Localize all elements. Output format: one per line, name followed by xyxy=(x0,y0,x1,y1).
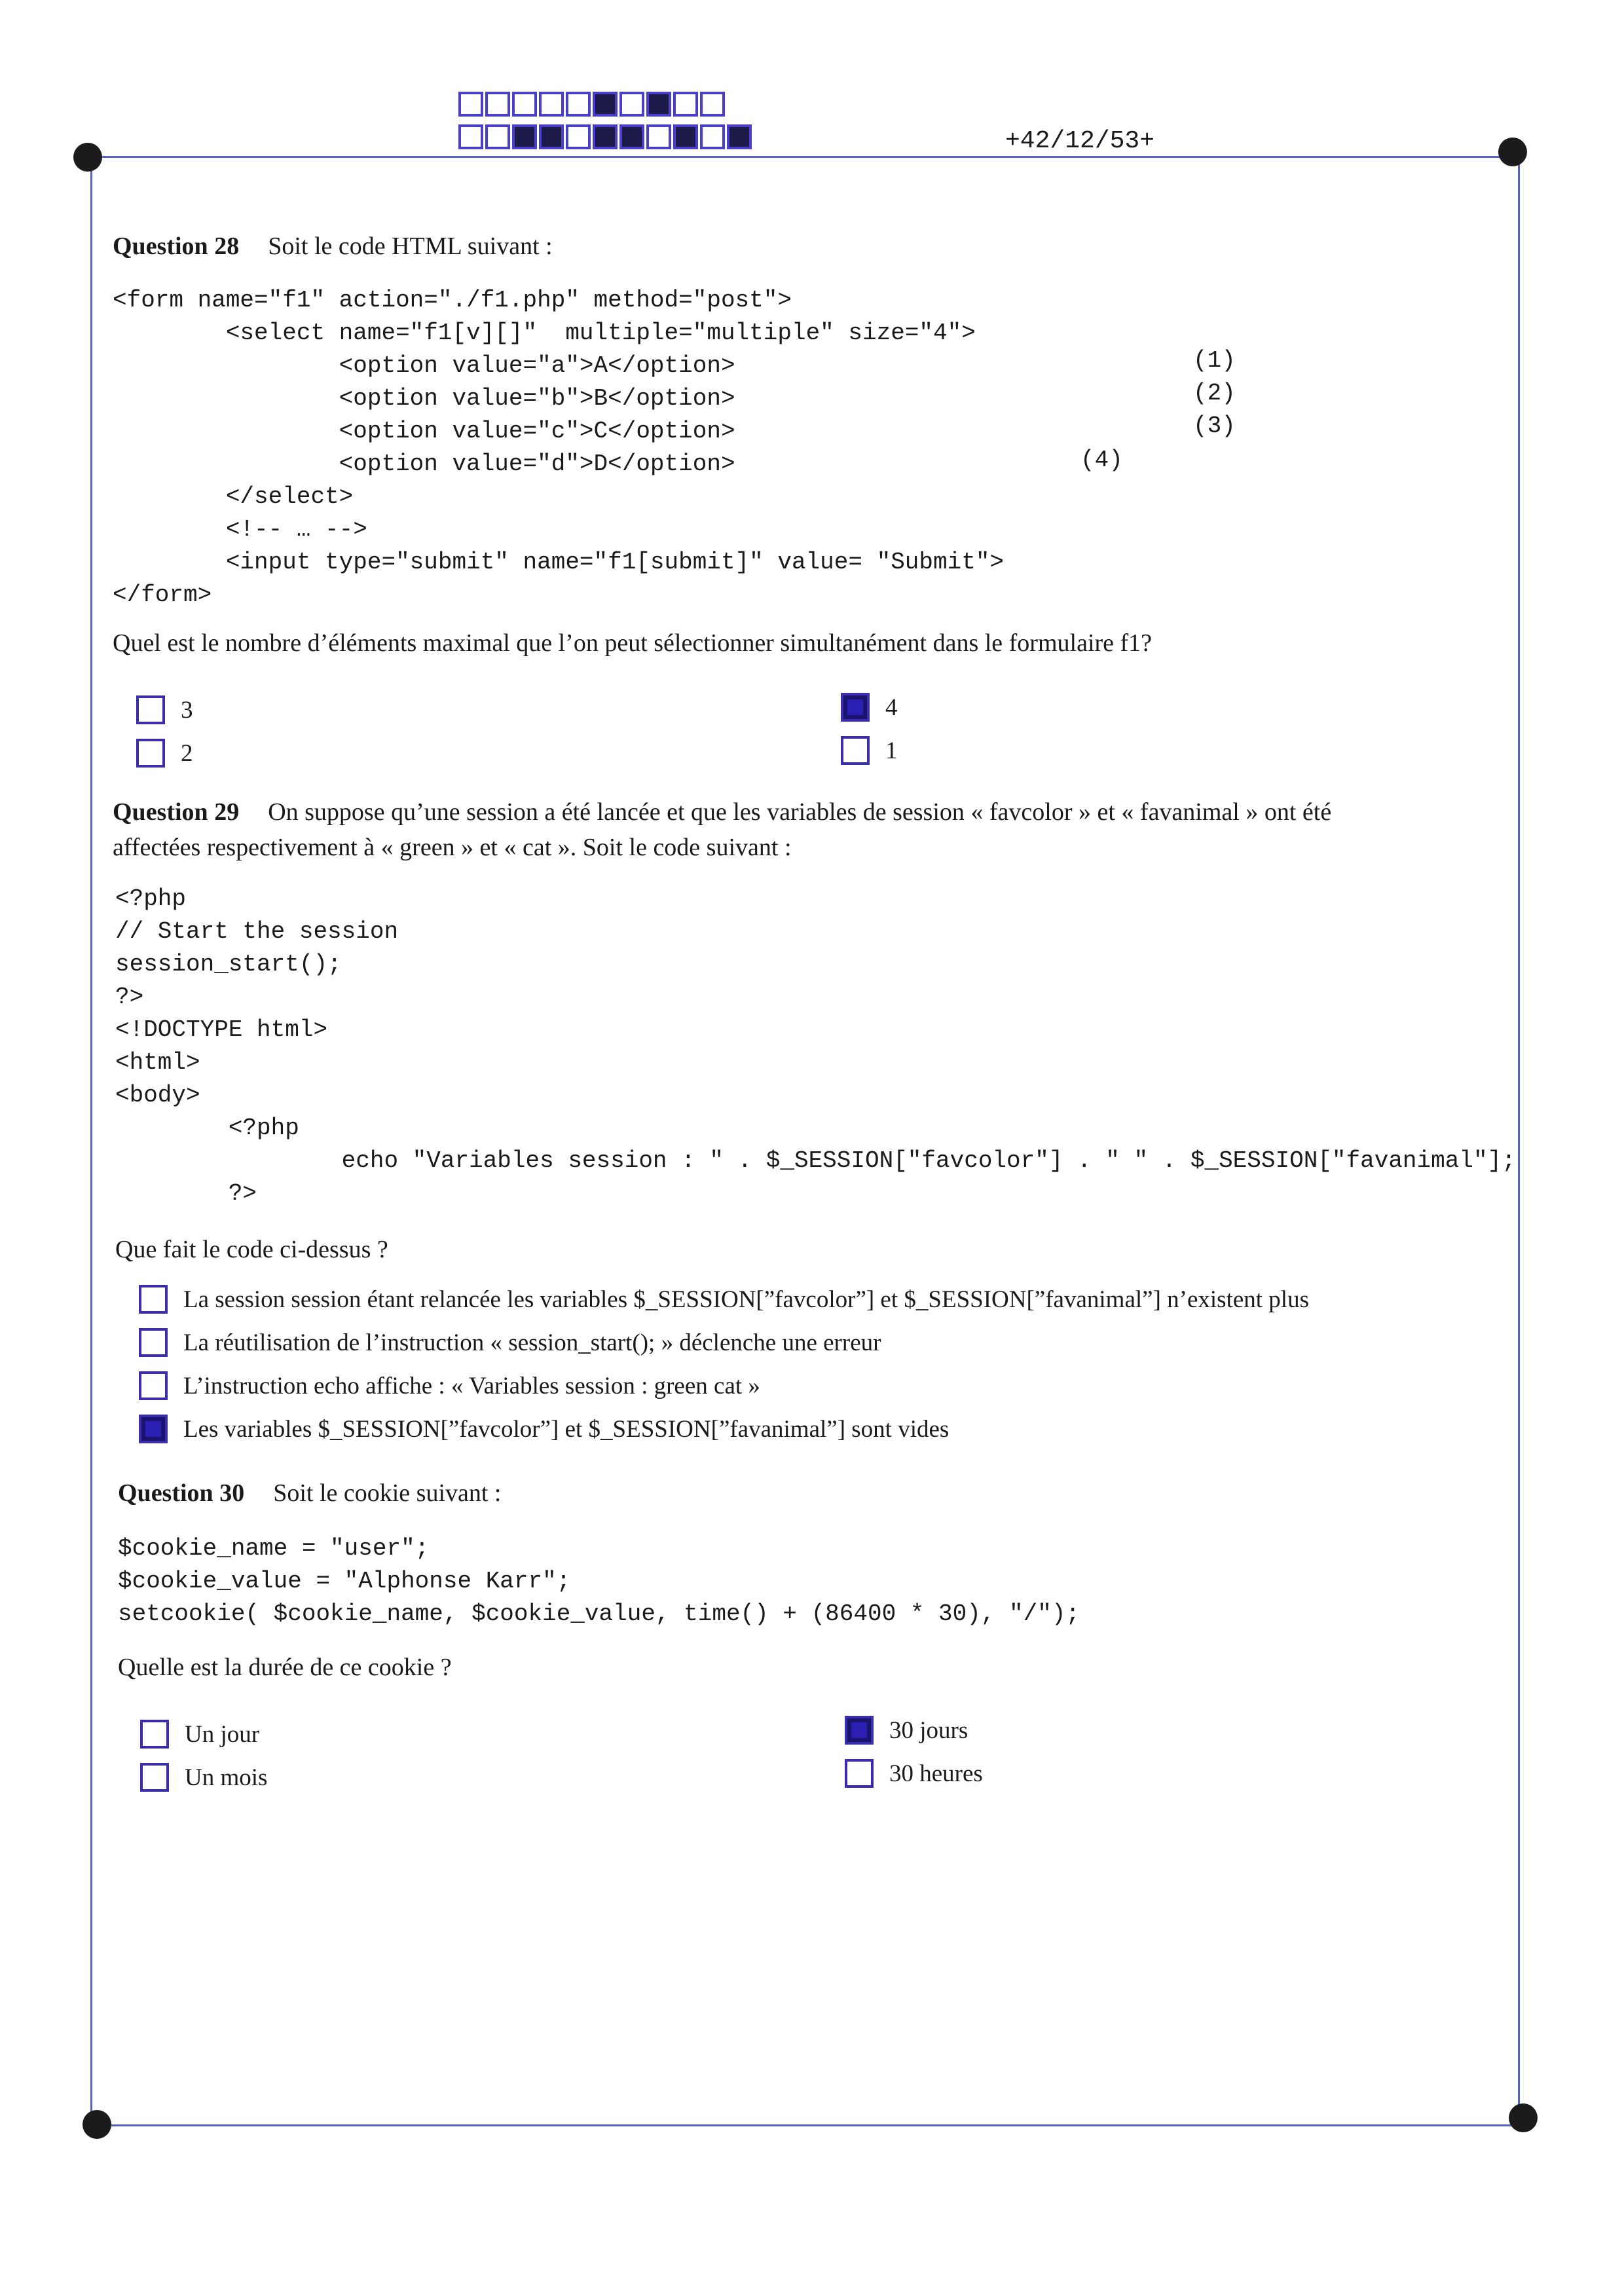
checkbox[interactable] xyxy=(136,739,165,768)
question-29-label: Question 29 xyxy=(113,798,240,826)
q28-code-line: </select> xyxy=(113,483,354,510)
q29-option-4[interactable]: Les variables $_SESSION[”favcolor”] et $_SESSION[”favanimal”] sont vides xyxy=(139,1415,949,1443)
barcode-cell xyxy=(566,124,591,149)
q29-code-line: <!DOCTYPE html> xyxy=(115,1016,328,1043)
barcode-row-2 xyxy=(458,124,754,149)
checkbox[interactable] xyxy=(845,1759,874,1788)
q30-code-line: setcookie( $cookie_name, $cookie_value, time() + (86400 * 30), "/"); xyxy=(118,1601,1080,1627)
q29-code-line: ?> xyxy=(115,1180,257,1207)
barcode-cell xyxy=(619,92,644,117)
checkbox[interactable] xyxy=(841,693,870,722)
q30-option-un-mois[interactable]: Un mois xyxy=(140,1763,267,1792)
barcode-cell xyxy=(700,124,725,149)
page-id: +42/12/53+ xyxy=(1005,127,1155,155)
q29-code-line: <body> xyxy=(115,1082,200,1109)
question-30-text: Quelle est la durée de ce cookie ? xyxy=(118,1654,452,1681)
q30-code-line: $cookie_value = "Alphonse Karr"; xyxy=(118,1568,571,1595)
barcode-cell xyxy=(619,124,644,149)
marker-4: (4) xyxy=(1080,447,1123,473)
barcode-cell xyxy=(458,124,483,149)
q30-option-30-jours[interactable]: 30 jours xyxy=(845,1716,968,1745)
q29-option-3[interactable]: L’instruction echo affiche : « Variables session : green cat » xyxy=(139,1371,760,1400)
question-29-intro-line1: On suppose qu’une session a été lancée et que les variables de session « favcolor » et « favanimal » ont été xyxy=(268,798,1332,826)
frame-top xyxy=(92,156,1518,158)
q29-code-line: session_start(); xyxy=(115,951,342,978)
barcode-cell xyxy=(727,124,752,149)
barcode-cell xyxy=(593,124,618,149)
barcode-cell xyxy=(512,92,537,117)
q28-option-1[interactable]: 1 xyxy=(841,736,898,765)
corner-mark-bottom-left xyxy=(83,2110,111,2139)
checkbox[interactable] xyxy=(845,1716,874,1745)
barcode-cell xyxy=(646,92,671,117)
frame-bottom xyxy=(97,2124,1528,2126)
barcode-cell xyxy=(673,124,698,149)
corner-mark-top-right xyxy=(1498,138,1527,166)
q29-option-1[interactable]: La session session étant relancée les variables $_SESSION[”favcolor”] et $_SESSION[”favanimal”] n’existent plus xyxy=(139,1285,1309,1314)
question-28-label: Question 28 xyxy=(113,232,240,260)
barcode-cell xyxy=(539,124,564,149)
q28-option-3[interactable]: 3 xyxy=(136,695,193,724)
q29-option-2[interactable]: La réutilisation de l’instruction « session_start(); » déclenche une erreur xyxy=(139,1328,881,1357)
marker-2: (2) xyxy=(1193,380,1236,407)
q29-code-line: <?php xyxy=(115,885,187,912)
barcode-cell xyxy=(485,124,510,149)
question-29-code xyxy=(115,883,1516,1210)
q28-code-line: <option value="a">A</option> xyxy=(113,352,735,379)
question-30-intro: Soit le cookie suivant : xyxy=(273,1479,502,1507)
barcode-cell xyxy=(485,92,510,117)
q30-option-30-heures[interactable]: 30 heures xyxy=(845,1759,983,1788)
q30-option-un-jour[interactable]: Un jour xyxy=(140,1720,259,1749)
corner-mark-top-left xyxy=(73,143,102,172)
q29-code-line: echo "Variables session : " . $_SESSION["favcolor"] . " " . $_SESSION["favanimal"]; xyxy=(115,1147,1516,1174)
q28-code-line: <!-- … --> xyxy=(113,516,367,543)
marker-1: (1) xyxy=(1193,347,1236,374)
question-30-label: Question 30 xyxy=(118,1479,245,1507)
question-28-code xyxy=(113,284,1004,612)
q28-code-line: <option value="c">C</option> xyxy=(113,418,735,445)
question-29-intro-line2: affectées respectivement à « green » et « cat ». Soit le code suivant : xyxy=(113,834,792,861)
barcode-cell xyxy=(700,92,725,117)
checkbox[interactable] xyxy=(841,736,870,765)
frame-left xyxy=(90,156,92,2126)
q29-code-line: <html> xyxy=(115,1049,200,1076)
checkbox[interactable] xyxy=(136,695,165,724)
barcode-cell xyxy=(673,92,698,117)
checkbox[interactable] xyxy=(140,1720,169,1749)
q28-code-line: <form name="f1" action="./f1.php" method="post"> xyxy=(113,287,792,314)
checkbox[interactable] xyxy=(139,1415,168,1443)
checkbox[interactable] xyxy=(140,1763,169,1792)
barcode-cell xyxy=(458,92,483,117)
barcode-cell xyxy=(646,124,671,149)
q28-code-line: <option value="d">D</option> xyxy=(113,451,735,477)
barcode-row-1 xyxy=(458,92,727,117)
q28-option-2[interactable]: 2 xyxy=(136,739,193,768)
question-28-text: Quel est le nombre d’éléments maximal que l’on peut sélectionner simultanément dans le formulaire f1? xyxy=(113,629,1153,657)
checkbox[interactable] xyxy=(139,1328,168,1357)
barcode-cell xyxy=(539,92,564,117)
q28-code-line: <select name="f1[v][]" multiple="multiple" size="4"> xyxy=(113,320,976,346)
checkbox[interactable] xyxy=(139,1285,168,1314)
q29-code-line: <?php xyxy=(115,1115,299,1141)
question-29-text: Que fait le code ci-dessus ? xyxy=(115,1236,388,1263)
question-30-code xyxy=(118,1532,1080,1631)
corner-mark-bottom-right xyxy=(1509,2103,1538,2132)
barcode-cell xyxy=(512,124,537,149)
question-30-header xyxy=(118,1479,502,1508)
question-28-intro: Soit le code HTML suivant : xyxy=(268,232,553,260)
barcode-cell xyxy=(566,92,591,117)
q28-code-line: </form> xyxy=(113,582,212,608)
question-28-header xyxy=(113,232,553,261)
marker-3: (3) xyxy=(1193,413,1236,439)
q28-code-line: <option value="b">B</option> xyxy=(113,385,735,412)
question-29-header xyxy=(113,798,1331,826)
q29-code-line: ?> xyxy=(115,984,144,1010)
q29-code-line: // Start the session xyxy=(115,918,399,945)
q30-code-line: $cookie_name = "user"; xyxy=(118,1535,430,1562)
q28-option-4[interactable]: 4 xyxy=(841,693,898,722)
q28-code-line: <input type="submit" name="f1[submit]" value= "Submit"> xyxy=(113,549,1005,576)
barcode-cell xyxy=(593,92,618,117)
checkbox[interactable] xyxy=(139,1371,168,1400)
frame-right xyxy=(1518,156,1520,2126)
